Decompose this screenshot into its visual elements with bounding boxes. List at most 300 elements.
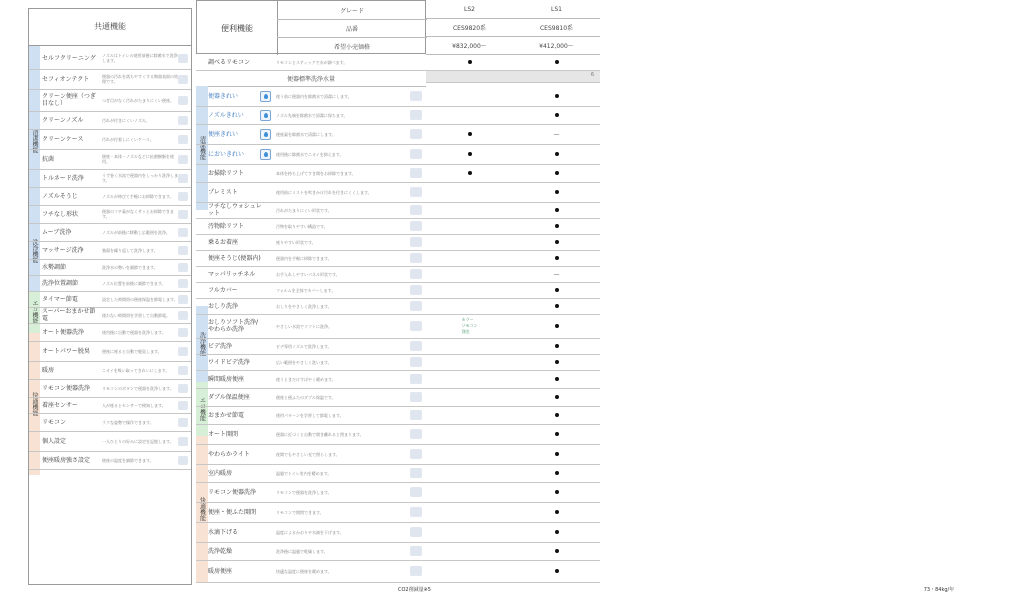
- feature-name: ダブル保温便座: [208, 393, 250, 401]
- left-feature-desc: 使用後に自動で便器を洗浄します。: [102, 329, 166, 335]
- feature-row: [196, 164, 426, 183]
- header-grade: グレード: [277, 1, 427, 20]
- feature-name: 暖房便座: [208, 567, 233, 575]
- availability-row: [426, 424, 600, 445]
- availability-cell-ls2: [426, 370, 513, 388]
- availability-row: [426, 560, 600, 583]
- feature-name: においきれい: [208, 150, 245, 158]
- feature-row: [196, 106, 426, 125]
- grade-row: [426, 0, 600, 19]
- left-feature-name: セフィオンテクト: [42, 75, 90, 83]
- availability-cell-ls1: [513, 406, 600, 424]
- availability-cell-ls2: [426, 354, 513, 370]
- available-dot-icon: [555, 304, 559, 308]
- left-feature-row: [29, 205, 191, 224]
- availability-cell-ls2: [426, 338, 513, 354]
- availability-cell-ls1: [513, 164, 600, 182]
- availability-cell-ls2: [426, 282, 513, 298]
- availability-cell-ls2: [426, 482, 513, 502]
- availability-cell-ls1: [513, 482, 600, 502]
- left-feature-row: [29, 275, 191, 292]
- feature-illustration-icon: [178, 116, 188, 125]
- feature-name: ノズルきれい: [208, 111, 244, 119]
- feature-illustration-icon: [178, 228, 188, 237]
- feature-desc: 温度によるかおりや水滴を下げます。: [276, 529, 344, 535]
- feature-desc: 快適な温度に便座を暖めます。: [276, 568, 332, 574]
- availability-cell-ls1: [513, 202, 600, 218]
- feature-desc: 汚れがたまりにくい形状です。: [276, 207, 332, 213]
- left-feature-name: クリーンケース: [42, 135, 84, 143]
- availability-row: [426, 338, 600, 355]
- feature-desc: 便器内を手軽に掃除できます。: [276, 255, 332, 261]
- gray-separator: [426, 70, 600, 83]
- availability-cell-ls1: [513, 542, 600, 560]
- left-feature-desc: 便器の汚れを落ちやすくする陶器表面の処理です。: [102, 74, 178, 84]
- common-features-title: 共通機能: [29, 9, 191, 46]
- feature-row: [196, 560, 426, 583]
- feature-illustration-icon: [178, 192, 188, 201]
- left-feature-name: 水勢調節: [42, 263, 67, 271]
- feature-desc: 使うときだけすばやく暖めます。: [276, 376, 336, 382]
- available-dot-icon: [555, 224, 559, 228]
- available-dot-icon: [555, 471, 559, 475]
- available-dot-icon: [555, 240, 559, 244]
- availability-cell-ls2: [426, 86, 513, 106]
- left-feature-desc: 便器のフチ裏がなくサッとお掃除できます。: [102, 209, 174, 219]
- feature-illustration-icon: [410, 301, 422, 311]
- feature-row: [196, 482, 426, 503]
- feature-row: [196, 86, 426, 107]
- left-feature-desc: 強弱を繰り返して洗浄します。: [102, 247, 158, 253]
- features-header-title: 便利機能: [197, 1, 278, 55]
- left-feature-row: [29, 129, 191, 150]
- feature-illustration-icon: [410, 253, 422, 263]
- left-feature-name: リモコン: [42, 418, 67, 426]
- availability-row: [426, 444, 600, 465]
- feature-row: [196, 424, 426, 445]
- feature-illustration-icon: [178, 279, 188, 288]
- availability-row: [426, 482, 600, 503]
- available-dot-icon: [555, 530, 559, 534]
- feature-desc: 使用パターンを学習して節電します。: [276, 412, 344, 418]
- feature-illustration-icon: [178, 246, 188, 255]
- feature-illustration-icon: [410, 566, 422, 576]
- availability-row: [426, 406, 600, 425]
- left-feature-row: [29, 47, 191, 70]
- available-dot-icon: [555, 360, 559, 364]
- left-feature-name: トルネード洗浄: [42, 174, 84, 182]
- feature-name: おしり洗浄: [208, 302, 239, 310]
- feature-row: [196, 182, 426, 203]
- water-drop-icon: [260, 110, 271, 121]
- left-category-0: 清潔機能: [29, 46, 40, 236]
- availability-cell-ls2: [426, 250, 513, 266]
- availability-cell-ls1: [513, 250, 600, 266]
- left-feature-desc: ノズルはトイレの使用前後に除菌水で洗浄します。: [102, 53, 178, 63]
- feature-desc: リモコンで開閉できます。: [276, 509, 324, 515]
- available-dot-icon: [555, 413, 559, 417]
- feature-desc: 座りやすい形状です。: [276, 239, 316, 245]
- feature-desc: フォルムを全体でカバーします。: [276, 287, 336, 293]
- feature-illustration-icon: [410, 269, 422, 279]
- feature-name: おまかせ節電: [208, 411, 245, 419]
- feature-desc: 洗浄後に温風で乾燥します。: [276, 548, 328, 554]
- availability-cell-ls2: [426, 298, 513, 314]
- left-feature-desc: 汚れが付着しにくいケース。: [102, 136, 154, 142]
- left-feature-name: ノズルそうじ: [42, 192, 78, 200]
- availability-cell-ls1: [513, 502, 600, 522]
- availability-row: [426, 218, 600, 235]
- availability-cell-ls2: [426, 144, 513, 164]
- left-feature-name: 便座暖房強さ設定: [42, 456, 91, 464]
- feature-desc: 夜間でもやさしい光で照らします。: [276, 451, 340, 457]
- availability-cell-ls1: [513, 298, 600, 314]
- left-feature-name: マッサージ洗浄: [42, 246, 84, 254]
- remote-row-desc: リモコンとスティックで水が調べます。: [276, 59, 348, 65]
- feature-illustration-icon: [410, 149, 422, 159]
- left-feature-row: [29, 111, 191, 130]
- feature-illustration-icon: [178, 295, 188, 304]
- availability-cell-ls2: [426, 182, 513, 202]
- availability-cell-ls1: [513, 54, 600, 70]
- availability-row: [426, 502, 600, 523]
- left-feature-row: [29, 431, 191, 452]
- availability-row: [426, 282, 600, 299]
- feature-illustration-icon: [410, 468, 422, 478]
- water-drop-icon: [260, 149, 271, 160]
- left-feature-row: [29, 169, 191, 188]
- availability-cell-ls2: [426, 218, 513, 234]
- feature-desc: おしりをやさしく洗浄します。: [276, 303, 332, 309]
- feature-name: フチなしウォシュレット: [208, 203, 262, 217]
- available-dot-icon: [555, 60, 559, 64]
- available-dot-icon: [468, 132, 472, 136]
- availability-cell-ls2: [426, 542, 513, 560]
- feature-illustration-icon: [410, 187, 422, 197]
- available-dot-icon: [555, 94, 559, 98]
- available-dot-icon: [555, 395, 559, 399]
- left-feature-name: 個人設定: [42, 437, 67, 445]
- grade-ls2: LS2: [464, 5, 475, 13]
- availability-cell-ls2: [426, 314, 513, 338]
- left-feature-row: [29, 307, 191, 324]
- left-feature-row: [29, 379, 191, 398]
- availability-cell-ls2: [426, 444, 513, 464]
- left-feature-desc: 設定した時間帯の便座保温を節電します。: [102, 296, 178, 302]
- feature-row: [196, 124, 426, 145]
- availability-row: [426, 522, 600, 543]
- middle-category-0: 清潔機能: [196, 86, 208, 210]
- left-feature-name: ムーブ洗浄: [42, 228, 72, 236]
- availability-row: [426, 266, 600, 283]
- available-dot-icon: [555, 256, 559, 260]
- availability-cell-ls1: [513, 218, 600, 234]
- available-dot-icon: [468, 171, 472, 175]
- feature-illustration-icon: [178, 210, 188, 219]
- feature-illustration-icon: [410, 374, 422, 384]
- feature-illustration-icon: [410, 129, 422, 139]
- available-dot-icon: [555, 324, 559, 328]
- available-dot-icon: [555, 432, 559, 436]
- common-features-panel: [28, 8, 192, 585]
- feature-illustration-icon: [410, 205, 422, 215]
- available-dot-icon: [468, 60, 472, 64]
- availability-row: [426, 298, 600, 315]
- co2-footer: CO2削減量※5: [398, 586, 431, 593]
- availability-cell-ls1: [513, 144, 600, 164]
- features-header: [196, 0, 426, 54]
- feature-illustration-icon: [178, 347, 188, 356]
- feature-illustration-icon: [178, 328, 188, 337]
- feature-desc: 汚物を取りやすい構造です。: [276, 223, 328, 229]
- feature-row: [196, 370, 426, 389]
- models-header: [426, 0, 600, 54]
- feature-name: 瞬間暖房便座: [208, 375, 245, 383]
- availability-cell-ls2: [426, 202, 513, 218]
- available-dot-icon: [555, 288, 559, 292]
- left-feature-name: 洗浄位置調節: [42, 279, 79, 287]
- available-dot-icon: [555, 549, 559, 553]
- availability-cell-ls2: [426, 522, 513, 542]
- availability-cell-ls2: [426, 464, 513, 482]
- availability-cell-ls1: [513, 266, 600, 282]
- left-category-3: 快適機能: [29, 333, 40, 475]
- feature-illustration-icon: [410, 392, 422, 402]
- feature-illustration-icon: [410, 429, 422, 439]
- availability-cell-ls1: [513, 182, 600, 202]
- left-feature-desc: つぎ目がなく汚れがたまりにくい便座。: [102, 97, 174, 103]
- availability-row: [426, 106, 600, 125]
- available-dot-icon: [555, 171, 559, 175]
- left-feature-row: [29, 323, 191, 342]
- feature-row: [196, 314, 426, 339]
- feature-row: [196, 464, 426, 483]
- feature-row: [196, 202, 426, 219]
- feature-row: [196, 502, 426, 523]
- feature-desc: 便座裏を除菌水で清潔にします。: [276, 131, 336, 137]
- availability-cell-ls2: [426, 406, 513, 424]
- color-remote-note: カラー リモコン 別売: [461, 317, 478, 334]
- not-available-dash: —: [553, 130, 560, 138]
- left-category-2: エコ機能: [29, 291, 40, 333]
- feature-name: オート開閉: [208, 430, 239, 438]
- features-table: [196, 0, 431, 600]
- availability-cell-ls1: [513, 464, 600, 482]
- feature-illustration-icon: [178, 75, 188, 84]
- left-feature-name: 着座センサー: [42, 401, 79, 409]
- feature-illustration-icon: [178, 437, 188, 446]
- feature-illustration-icon: [178, 311, 188, 320]
- availability-cell-ls2: [426, 54, 513, 70]
- remote-row: [196, 54, 426, 71]
- availability-row: [426, 54, 600, 71]
- feature-name: ワイドビデ洗浄: [208, 358, 250, 366]
- left-feature-desc: 人が座るとセンサーで検知します。: [102, 402, 166, 408]
- feature-desc: 使用後に除菌水でニオイを抑えます。: [276, 151, 344, 157]
- price-ls2: ¥832,000〜: [452, 42, 487, 50]
- feature-illustration-icon: [410, 285, 422, 295]
- available-dot-icon: [555, 208, 559, 212]
- left-feature-desc: ノズルが伸びて手軽にお掃除できます。: [102, 193, 174, 199]
- left-feature-desc: 使わない時間帯を学習して自動節電。: [102, 312, 170, 318]
- feature-illustration-icon: [410, 449, 422, 459]
- feature-illustration-icon: [178, 384, 188, 393]
- feature-desc: 便器に近づくと自動で開き離れると閉まります。: [276, 431, 364, 437]
- left-feature-desc: 便座に座ると自動で脱臭します。: [102, 348, 162, 354]
- model-ls1: CES9810系: [539, 24, 574, 32]
- water-drop-icon: [260, 91, 271, 102]
- available-dot-icon: [555, 510, 559, 514]
- feature-name: 洗浄乾燥: [208, 547, 233, 555]
- feature-row: [196, 282, 426, 299]
- feature-illustration-icon: [178, 456, 188, 465]
- feature-name: 汚物除リフト: [208, 222, 245, 230]
- availability-cell-ls1: [513, 370, 600, 388]
- feature-name: お掃除リフト: [208, 169, 245, 177]
- left-feature-desc: ノズルが前後に移動し広範囲を洗浄。: [102, 229, 170, 235]
- feature-illustration-icon: [410, 91, 422, 101]
- feature-row: [196, 266, 426, 283]
- available-dot-icon: [555, 569, 559, 573]
- left-feature-desc: うず巻く水流で便器内をしっかり洗浄します。: [102, 173, 178, 183]
- availability-cell-ls1: [513, 282, 600, 298]
- availability-cell-ls1: [513, 234, 600, 250]
- available-dot-icon: [555, 152, 559, 156]
- left-feature-name: クリーンノズル: [42, 116, 84, 124]
- feature-desc: ノズル先端を除菌水で清潔に保ちます。: [276, 112, 348, 118]
- left-feature-name: リモコン便器洗浄: [42, 384, 91, 392]
- grade-ls1: LS1: [551, 5, 562, 13]
- availability-row: [426, 144, 600, 165]
- feature-row: [196, 354, 426, 371]
- availability-row: [426, 314, 600, 339]
- feature-illustration-icon: [410, 487, 422, 497]
- left-feature-desc: 洗浄水の勢いを調節できます。: [102, 264, 158, 270]
- available-dot-icon: [555, 490, 559, 494]
- left-category-1: 洗浄機能: [29, 211, 40, 291]
- feature-row: [196, 338, 426, 355]
- available-dot-icon: [468, 152, 472, 156]
- feature-desc: ビデ専用ノズルで洗浄します。: [276, 343, 332, 349]
- feature-row: [196, 234, 426, 251]
- middle-category-3: 快適機能: [196, 436, 208, 582]
- feature-row: [196, 218, 426, 235]
- left-feature-row: [29, 187, 191, 206]
- left-feature-row: [29, 397, 191, 414]
- available-dot-icon: [555, 113, 559, 117]
- availability-cell-ls2: [426, 424, 513, 444]
- feature-row: [196, 542, 426, 561]
- feature-row: [196, 250, 426, 267]
- feature-name: 室内暖房: [208, 469, 233, 477]
- availability-row: [426, 464, 600, 483]
- standard-flush-banner: 便器標準洗浄水量: [196, 70, 426, 87]
- feature-desc: やさしい水流でソフトに洗浄。: [276, 323, 332, 329]
- availability-row: [426, 354, 600, 371]
- left-feature-desc: 便座・本体・ノズルなどに抗菌樹脂を使用。: [102, 154, 174, 164]
- models-columns: [426, 0, 955, 600]
- feature-illustration-icon: [178, 418, 188, 427]
- availability-cell-ls1: [513, 444, 600, 464]
- feature-illustration-icon: [410, 527, 422, 537]
- availability-row: [426, 234, 600, 251]
- left-feature-row: [29, 89, 191, 112]
- availability-cell-ls2: [426, 234, 513, 250]
- left-feature-name: タイマー節電: [42, 295, 78, 303]
- feature-desc: 便座と便ふたのダブル保温です。: [276, 394, 336, 400]
- availability-cell-ls2: [426, 164, 513, 182]
- availability-cell-ls1: [513, 314, 600, 338]
- feature-illustration-icon: [178, 135, 188, 144]
- feature-row: [196, 144, 426, 165]
- co2-value: 73・84kg/年: [923, 586, 955, 593]
- feature-illustration-icon: [410, 410, 422, 420]
- feature-name: 便座・便ふた開閉: [208, 508, 257, 516]
- availability-cell-ls1: [513, 338, 600, 354]
- left-feature-desc: 汚れが付きにくいノズル。: [102, 117, 150, 123]
- feature-name: やわらかライト: [208, 450, 250, 458]
- not-available-dash: —: [553, 270, 560, 278]
- feature-illustration-icon: [410, 546, 422, 556]
- availability-row: [426, 542, 600, 561]
- model-ls2: CES9820系: [452, 24, 487, 32]
- availability-row: [426, 86, 600, 107]
- feature-desc: 使用前にミストを吹きかけ汚れを付きにくくします。: [276, 189, 372, 195]
- availability-row: [426, 164, 600, 183]
- availability-row: [426, 182, 600, 203]
- feature-illustration-icon: [410, 321, 422, 331]
- left-feature-name: オート便器洗浄: [42, 328, 85, 336]
- gray-separator-note: 6: [590, 72, 594, 78]
- left-feature-desc: ニオイを吸い取ってきれいにします。: [102, 367, 170, 373]
- available-dot-icon: [555, 190, 559, 194]
- left-feature-desc: 便座の温度を調節できます。: [102, 457, 154, 463]
- price-row: [426, 36, 600, 55]
- left-feature-name: スーパーおまかせ節電: [42, 308, 96, 322]
- available-dot-icon: [555, 377, 559, 381]
- availability-cell-ls1: [513, 560, 600, 582]
- feature-name: 乗るお着座: [208, 238, 239, 246]
- feature-desc: 使う前に便器内を除菌水で清潔にします。: [276, 93, 352, 99]
- availability-cell-ls1: [513, 124, 600, 144]
- feature-desc: 広い範囲をやさしく洗います。: [276, 359, 332, 365]
- feature-name: 便座きれい: [208, 130, 239, 138]
- feature-name: 便器きれい: [208, 92, 239, 100]
- availability-cell-ls2: [426, 124, 513, 144]
- availability-row: [426, 202, 600, 219]
- availability-cell-ls2: [426, 106, 513, 124]
- left-feature-row: [29, 341, 191, 362]
- feature-desc: 温風でトイレ室内を暖めます。: [276, 470, 332, 476]
- feature-desc: お手入れしやすいパネル形状です。: [276, 271, 340, 277]
- left-feature-row: [29, 259, 191, 276]
- availability-row: [426, 370, 600, 389]
- price-ls1: ¥412,000〜: [539, 42, 574, 50]
- middle-category-1: 洗浄機能: [196, 306, 208, 382]
- left-feature-row: [29, 223, 191, 242]
- feature-illustration-icon: [178, 401, 188, 410]
- left-feature-row: [29, 149, 191, 170]
- feature-row: [196, 388, 426, 407]
- feature-illustration-icon: [178, 263, 188, 272]
- feature-illustration-icon: [410, 168, 422, 178]
- left-feature-name: オートパワー脱臭: [42, 347, 90, 355]
- feature-name: 水滴下げる: [208, 528, 239, 536]
- feature-name: 便座そうじ(便器内): [208, 254, 261, 262]
- middle-category-2: エコ機能: [196, 382, 208, 436]
- availability-cell-ls2: [426, 560, 513, 582]
- availability-cell-ls2: [426, 388, 513, 406]
